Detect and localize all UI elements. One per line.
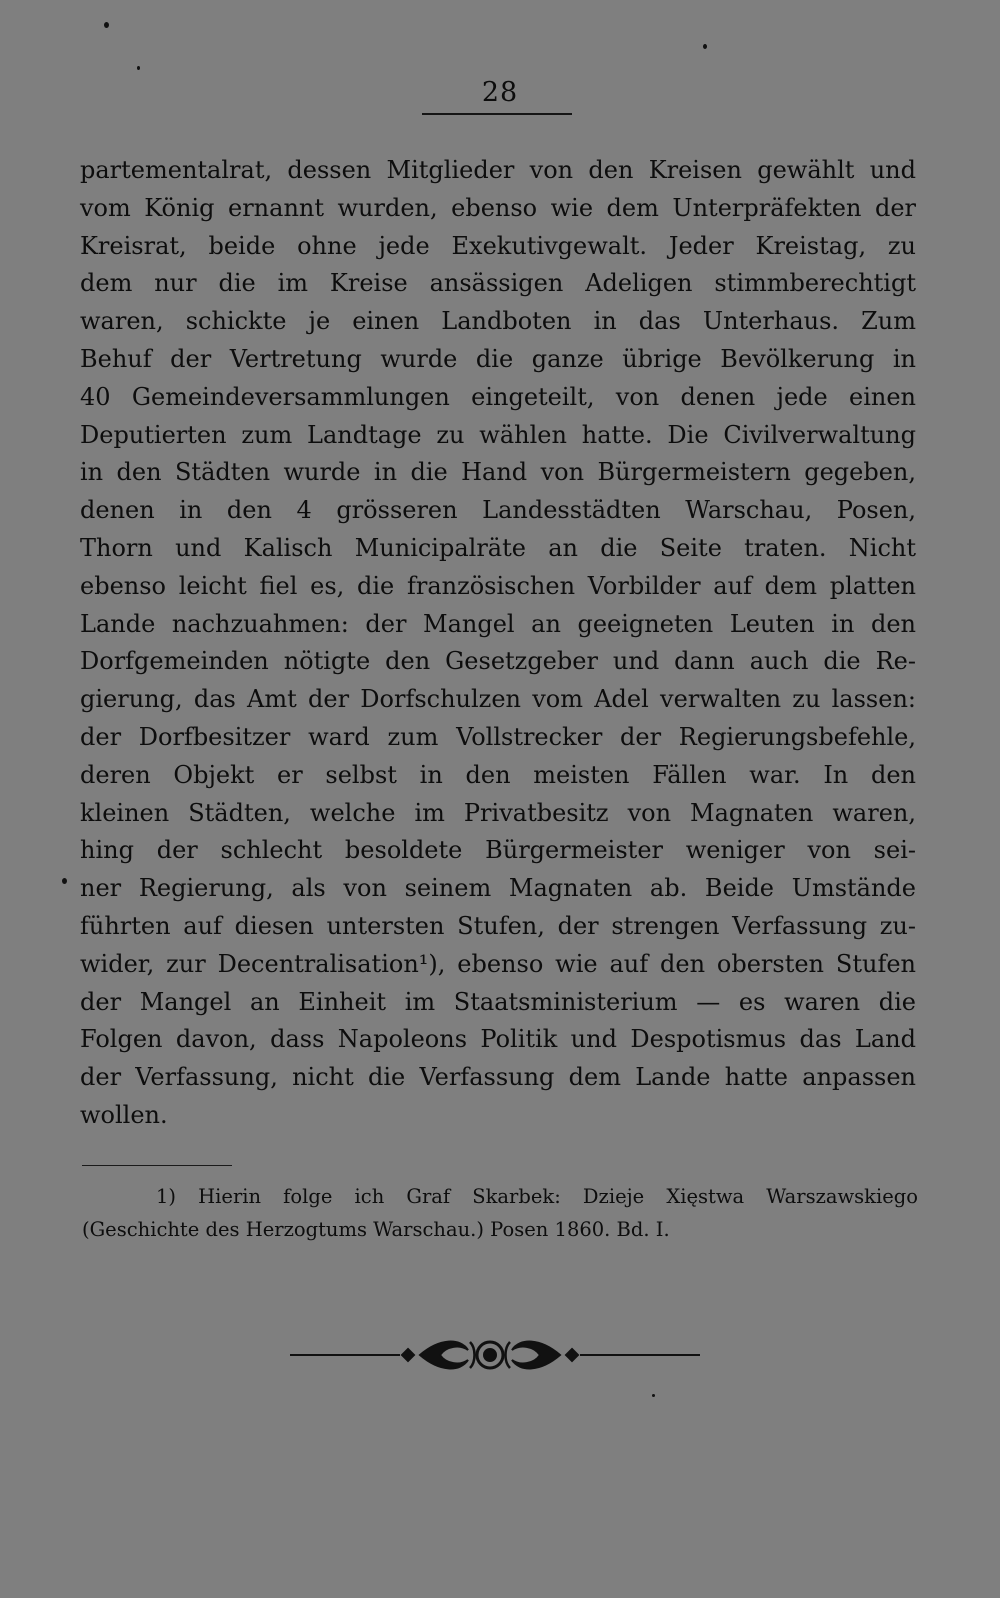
- print-speck: [62, 878, 67, 884]
- footnote-marker: 1): [156, 1185, 177, 1208]
- body-text: [80, 152, 916, 1135]
- body-line: der Mangel an Einheit im Staatsministerium — es waren die: [80, 987, 916, 1016]
- body-line: hing der schlecht besoldete Bürgermeister weniger von sei-: [80, 836, 916, 865]
- page-number: 28: [481, 77, 519, 108]
- print-speck: [703, 44, 707, 49]
- footnote-line: [82, 1180, 918, 1213]
- footnote-text: Hierin folge ich Graf Skarbek: Dzieje Xięstwa Warszawskiego: [198, 1185, 918, 1208]
- body-line: Behuf der Vertretung wurde die ganze übrige Bevölkerung in: [80, 344, 916, 373]
- body-line: Thorn und Kalisch Municipalräte an die Seite traten. Nicht: [80, 533, 916, 562]
- body-line: der Dorfbesitzer ward zum Vollstrecker der Regierungsbefehle,: [80, 722, 916, 751]
- body-line: vom König ernannt wurden, ebenso wie dem Unterpräfekten der: [80, 193, 916, 222]
- footnote-rule: [82, 1165, 232, 1166]
- body-line: partementalrat, dessen Mitglieder von den Kreisen gewählt und: [80, 156, 916, 184]
- body-line: deren Objekt er selbst in den meisten Fällen war. In den: [80, 760, 916, 789]
- body-line: der Verfassung, nicht die Verfassung dem Lande hatte anpassen: [80, 1063, 916, 1092]
- ornament-divider: [290, 1330, 710, 1376]
- body-line: Dorfgemeinden nötigte den Gesetzgeber und dann auch die Re-: [80, 647, 916, 676]
- print-speck: [652, 1394, 655, 1397]
- body-line: führten auf diesen untersten Stufen, der strengen Verfassung zu-: [80, 911, 916, 940]
- body-line: Deputierten zum Landtage zu wählen hatte. Die Civilverwaltung: [80, 420, 916, 449]
- print-speck: [104, 22, 109, 28]
- body-line: 40 Gemeindeversammlungen eingeteilt, von denen jede einen: [80, 382, 916, 411]
- footnote: [82, 1180, 918, 1246]
- body-line: Lande nachzuahmen: der Mangel an geeigneten Leuten in den: [80, 609, 916, 638]
- body-line: dem nur die im Kreise ansässigen Adeligen stimmberechtigt: [80, 269, 916, 298]
- body-line: wollen.: [80, 1100, 168, 1129]
- body-line: ner Regierung, als von seinem Magnaten ab. Beide Umstände: [80, 874, 916, 903]
- body-line: kleinen Städten, welche im Privatbesitz von Magnaten waren,: [80, 798, 916, 827]
- page-number-rule: [422, 113, 572, 115]
- body-line: Kreisrat, beide ohne jede Exekutivgewalt. Jeder Kreistag, zu: [80, 231, 916, 260]
- body-line: ebenso leicht fiel es, die französischen Vorbilder auf dem platten: [80, 571, 916, 600]
- body-line: waren, schickte je einen Landboten in das Unterhaus. Zum: [80, 307, 916, 336]
- body-line: wider, zur Decentralisation¹), ebenso wie auf den obersten Stufen: [80, 949, 916, 978]
- body-line: denen in den 4 grösseren Landesstädten Warschau, Posen,: [80, 496, 916, 525]
- body-line: in den Städten wurde in die Hand von Bürgermeistern gegeben,: [80, 458, 916, 487]
- print-speck: [137, 66, 140, 70]
- body-line: gierung, das Amt der Dorfschulzen vom Adel verwalten zu lassen:: [80, 685, 916, 714]
- body-line: Folgen davon, dass Napoleons Politik und Despotismus das Land: [80, 1025, 916, 1054]
- footnote-line: (Geschichte des Herzogtums Warschau.) Posen 1860. Bd. I.: [82, 1218, 670, 1241]
